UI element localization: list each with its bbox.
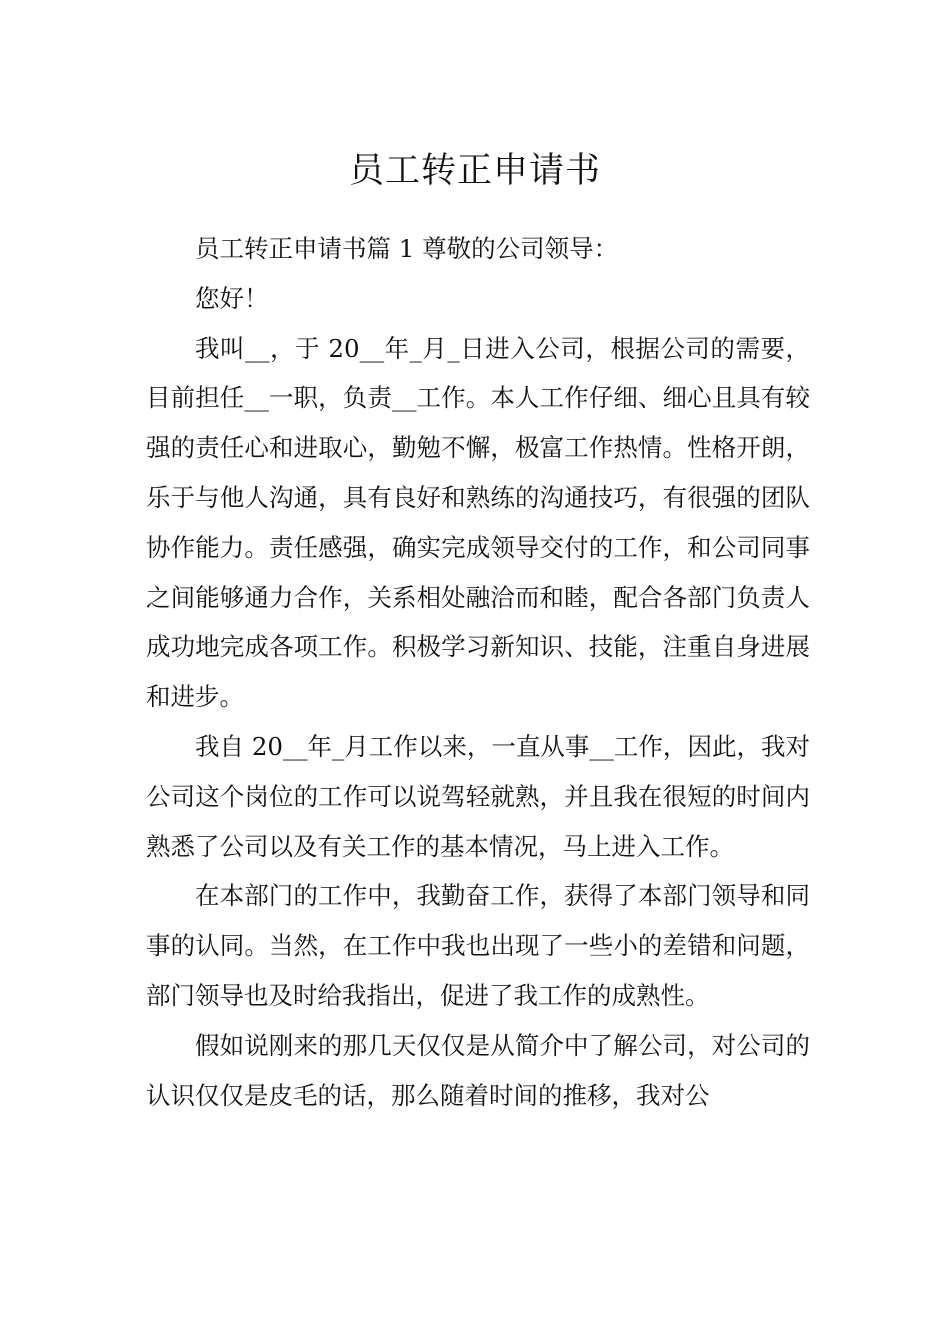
document-title: 员工转正申请书	[348, 151, 601, 192]
body-paragraph: 我自 20__年_月工作以来，一直从事__工作，因此，我对公司这个岗位的工作可以说驾轻就熟，并且我在很短的时间内熟悉了公司以及有关工作的基本情况，马上进入工作。	[146, 731, 810, 861]
body-paragraph: 假如说刚来的那几天仅仅是从简介中了解公司，对公司的认识仅仅是皮毛的话，那么随着时间的推移，我对公	[146, 1030, 810, 1110]
body-paragraph: 在本部门的工作中，我勤奋工作，获得了本部门领导和同事的认同。当然，在工作中我也出现了一些小的差错和问题，部门领导也及时给我指出，促进了我工作的成熟性。	[146, 881, 810, 1010]
body-paragraph: 我叫__，于 20__年_月_日进入公司，根据公司的需要，目前担任__一职，负责__工作。本人工作仔细、细心且具有较强的责任心和进取心，勤勉不懈，极富工作热情。性格开朗，乐于与他人沟通，具有良好和熟练的沟通技巧，有很强的团队协作能力。责任感强，确实完成领导交付的工作，和公司同事之间能够通力合作，关系相处融洽而和睦，配合各部门负责人成功地完成各项工作。积极学习新知识、技能，注重自身进展和进步。	[146, 333, 810, 712]
greeting-paragraph: 您好！	[195, 283, 269, 313]
salutation-paragraph: 员工转正申请书篇 1 尊敬的公司领导：	[195, 234, 619, 263]
document-body	[146, 224, 810, 1120]
